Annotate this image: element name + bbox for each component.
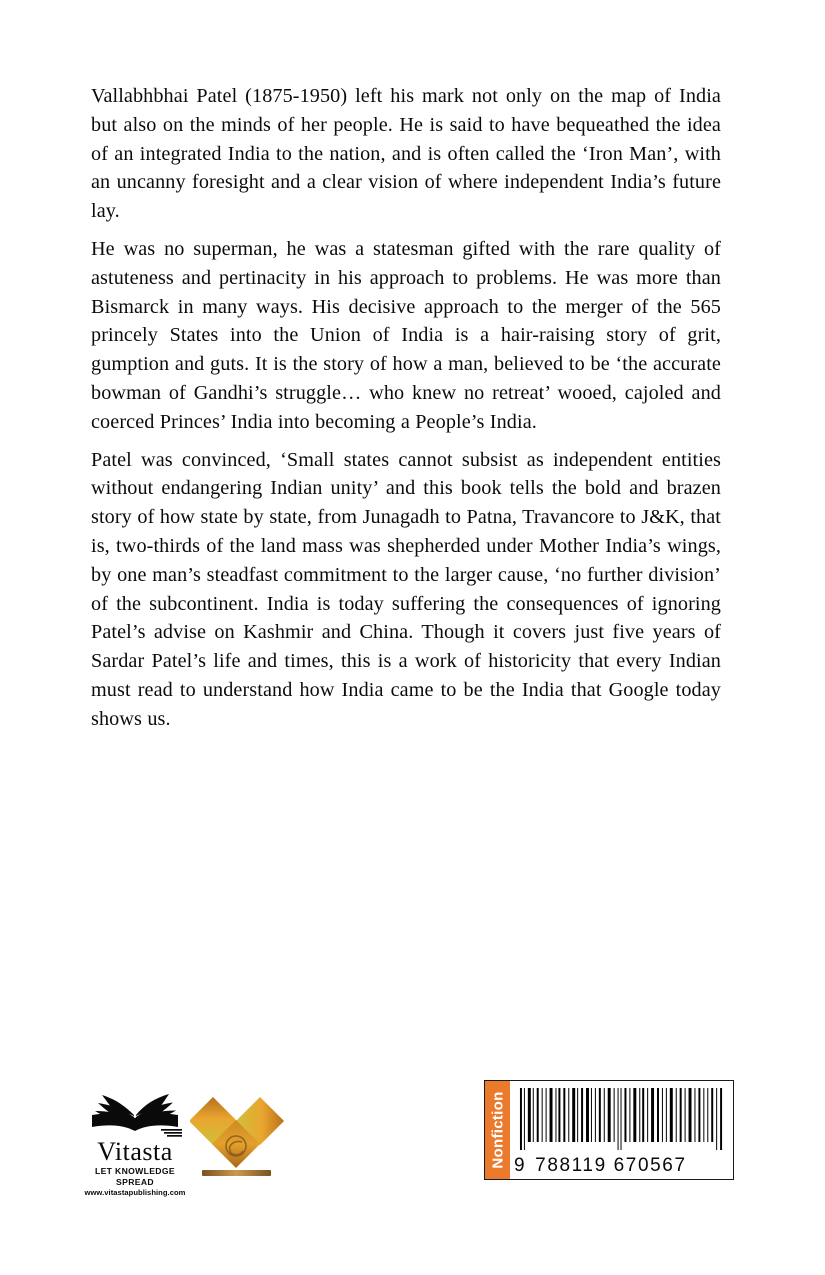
isbn-digits: [510, 1155, 733, 1177]
back-cover-blurb: [91, 82, 721, 734]
blurb-paragraph-2: He was no superman, he was a statesman gifted with the rare quality of astuteness and pertinacity in his approach to problems. He was more than Bismarck in many ways. His decisive approach to the merger of the 565 princely States into the Union of India is a hair-raising story of grit, gumption and guts. It is the story of how a man, believed to be ‘the accurate bowman of Gandhi’s struggle… who knew no retreat’ wooed, cajoled and coerced Princes’ India into becoming a People’s India.: [91, 237, 721, 433]
publisher-logo-vitasta: [76, 1088, 194, 1198]
three-diamond-emblem-icon: [190, 1086, 286, 1182]
publisher-tagline: LET KNOWLEDGE SPREAD: [95, 1166, 175, 1187]
category-tab-label: Nonfiction: [489, 1091, 506, 1169]
ean13-barcode-icon: [518, 1088, 727, 1150]
isbn-barcode-panel: [484, 1080, 734, 1180]
back-cover-footer: [0, 1068, 825, 1197]
category-tab-nonfiction: [485, 1081, 510, 1179]
publisher-name: Vitasta: [97, 1137, 173, 1166]
blurb-paragraph-1: Vallabhbhai Patel (1875-1950) left his mark not only on the map of India but also on the minds of her people. He is said to have bequeathed the idea of an integrated India to the nation, and is often called the ‘Iron Man’, with an uncanny foresight and a clear vision of where independent India’s future lay.: [91, 85, 721, 223]
blurb-paragraph-3: Patel was convinced, ‘Small states cannot subsist as independent entities without endangering Indian unity’ and this book tells the bold and brazen story of how state by state, from Junagadh to Patna, Travancore to J&K, that is, two-thirds of the land mass was shepherded under Mother India’s wings, by one man’s steadfast commitment to the larger cause, ‘no further division’ of the subcontinent. India is today suffering the consequences of ignoring Patel’s advise on Kashmir and China. Though it covers just five years of Sardar Patel’s life and times, this is a work of historicity that every Indian must read to understand how India came to be the India that Google today shows us.: [91, 448, 721, 730]
isbn-main-digits: 788119 670567: [535, 1155, 687, 1176]
isbn-lead-digit: 9: [514, 1155, 527, 1176]
imprint-emblem: [190, 1086, 286, 1182]
barcode-area: [510, 1081, 733, 1179]
publisher-website: www.vitastapublishing.com: [84, 1188, 186, 1197]
open-book-icon: [85, 1088, 185, 1140]
